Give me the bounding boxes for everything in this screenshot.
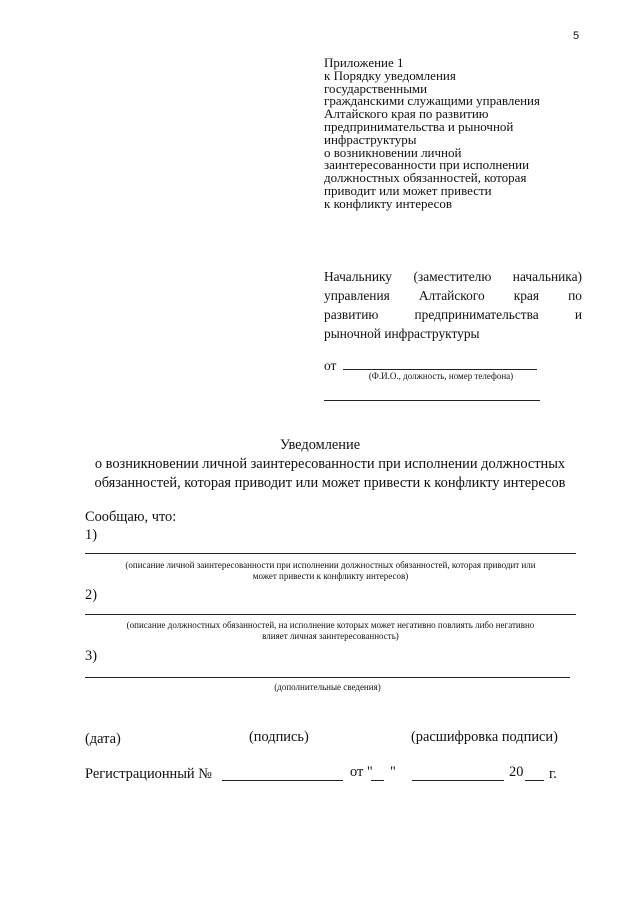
addressee-block [324, 267, 582, 343]
item3-line[interactable] [85, 677, 570, 678]
registration-month-line[interactable] [412, 780, 504, 781]
notice-subject-line: обязанностей, которая приводит или может привести к конфликту интересов [94, 475, 566, 491]
appendix-line: Алтайского края по развитию [324, 106, 489, 122]
item1-number: 1) [85, 527, 97, 543]
registration-quote-close: " [390, 764, 396, 780]
from-name-line[interactable] [343, 369, 537, 370]
appendix-line: должностных обязанностей, которая [324, 170, 527, 186]
intro-text: Сообщаю, что: [85, 509, 177, 525]
item3-caption: (дополнительные сведения) [274, 682, 381, 692]
notice-subject [75, 455, 585, 493]
item1-line[interactable] [85, 553, 576, 554]
registration-label: Регистрационный № [85, 766, 212, 782]
addressee-line: Начальнику (заместителю начальника) [324, 269, 582, 284]
appendix-line: инфраструктуры [324, 131, 417, 147]
item1-caption-line: (описание личной заинтересованности при исполнении должностных обязанностей, которая приводит или [125, 560, 536, 570]
date-label: (дата) [85, 731, 121, 747]
registration-year-line[interactable] [525, 780, 544, 781]
appendix-line: о возникновении личной [324, 144, 462, 160]
from-label: от [324, 358, 337, 373]
registration-year-suffix: г. [549, 766, 557, 782]
addressee-line: управления Алтайского края по [324, 288, 582, 303]
notice-title: Уведомление [279, 437, 361, 453]
appendix-line: к конфликту интересов [324, 195, 452, 211]
appendix-block [324, 57, 584, 211]
item2-caption-line: (описание должностных обязанностей, на исполнение которых может негативно повлиять либо негативно [126, 620, 535, 630]
registration-number-line[interactable] [222, 780, 343, 781]
appendix-line: гражданскими служащими управления [324, 93, 540, 109]
appendix-line: предпринимательства и рыночной [324, 118, 514, 134]
signature-label: (подпись) [249, 729, 309, 745]
addressee-line: развитию предпринимательства и [324, 307, 582, 322]
appendix-line: к Порядку уведомления [324, 67, 456, 83]
appendix-line: приводит или может привести [324, 182, 492, 198]
item2-number: 2) [85, 587, 97, 603]
item2-caption-line: влияет личная заинтересованность) [262, 631, 399, 641]
page-number: 5 [573, 30, 580, 42]
addressee-line: рыночной инфраструктуры [324, 326, 480, 341]
notice-subject-line: о возникновении личной заинтересованности при исполнении должностных [94, 456, 566, 472]
signature-decoding-label: (расшифровка подписи) [411, 729, 558, 745]
appendix-line: Приложение 1 [324, 55, 404, 70]
registration-year-prefix: 20 [509, 764, 524, 780]
registration-from: от " [350, 764, 373, 780]
from-extra-line[interactable] [324, 400, 540, 401]
registration-day-line[interactable] [371, 780, 384, 781]
from-caption: (Ф.И.О., должность, номер телефона) [368, 371, 514, 381]
item3-number: 3) [85, 648, 97, 664]
appendix-line: заинтересованности при исполнении [324, 157, 530, 173]
item1-caption [85, 560, 576, 582]
appendix-line: государственными [324, 80, 428, 96]
item2-line[interactable] [85, 614, 576, 615]
item1-caption-line: может привести к конфликту интересов) [252, 571, 409, 581]
item2-caption [85, 620, 576, 642]
